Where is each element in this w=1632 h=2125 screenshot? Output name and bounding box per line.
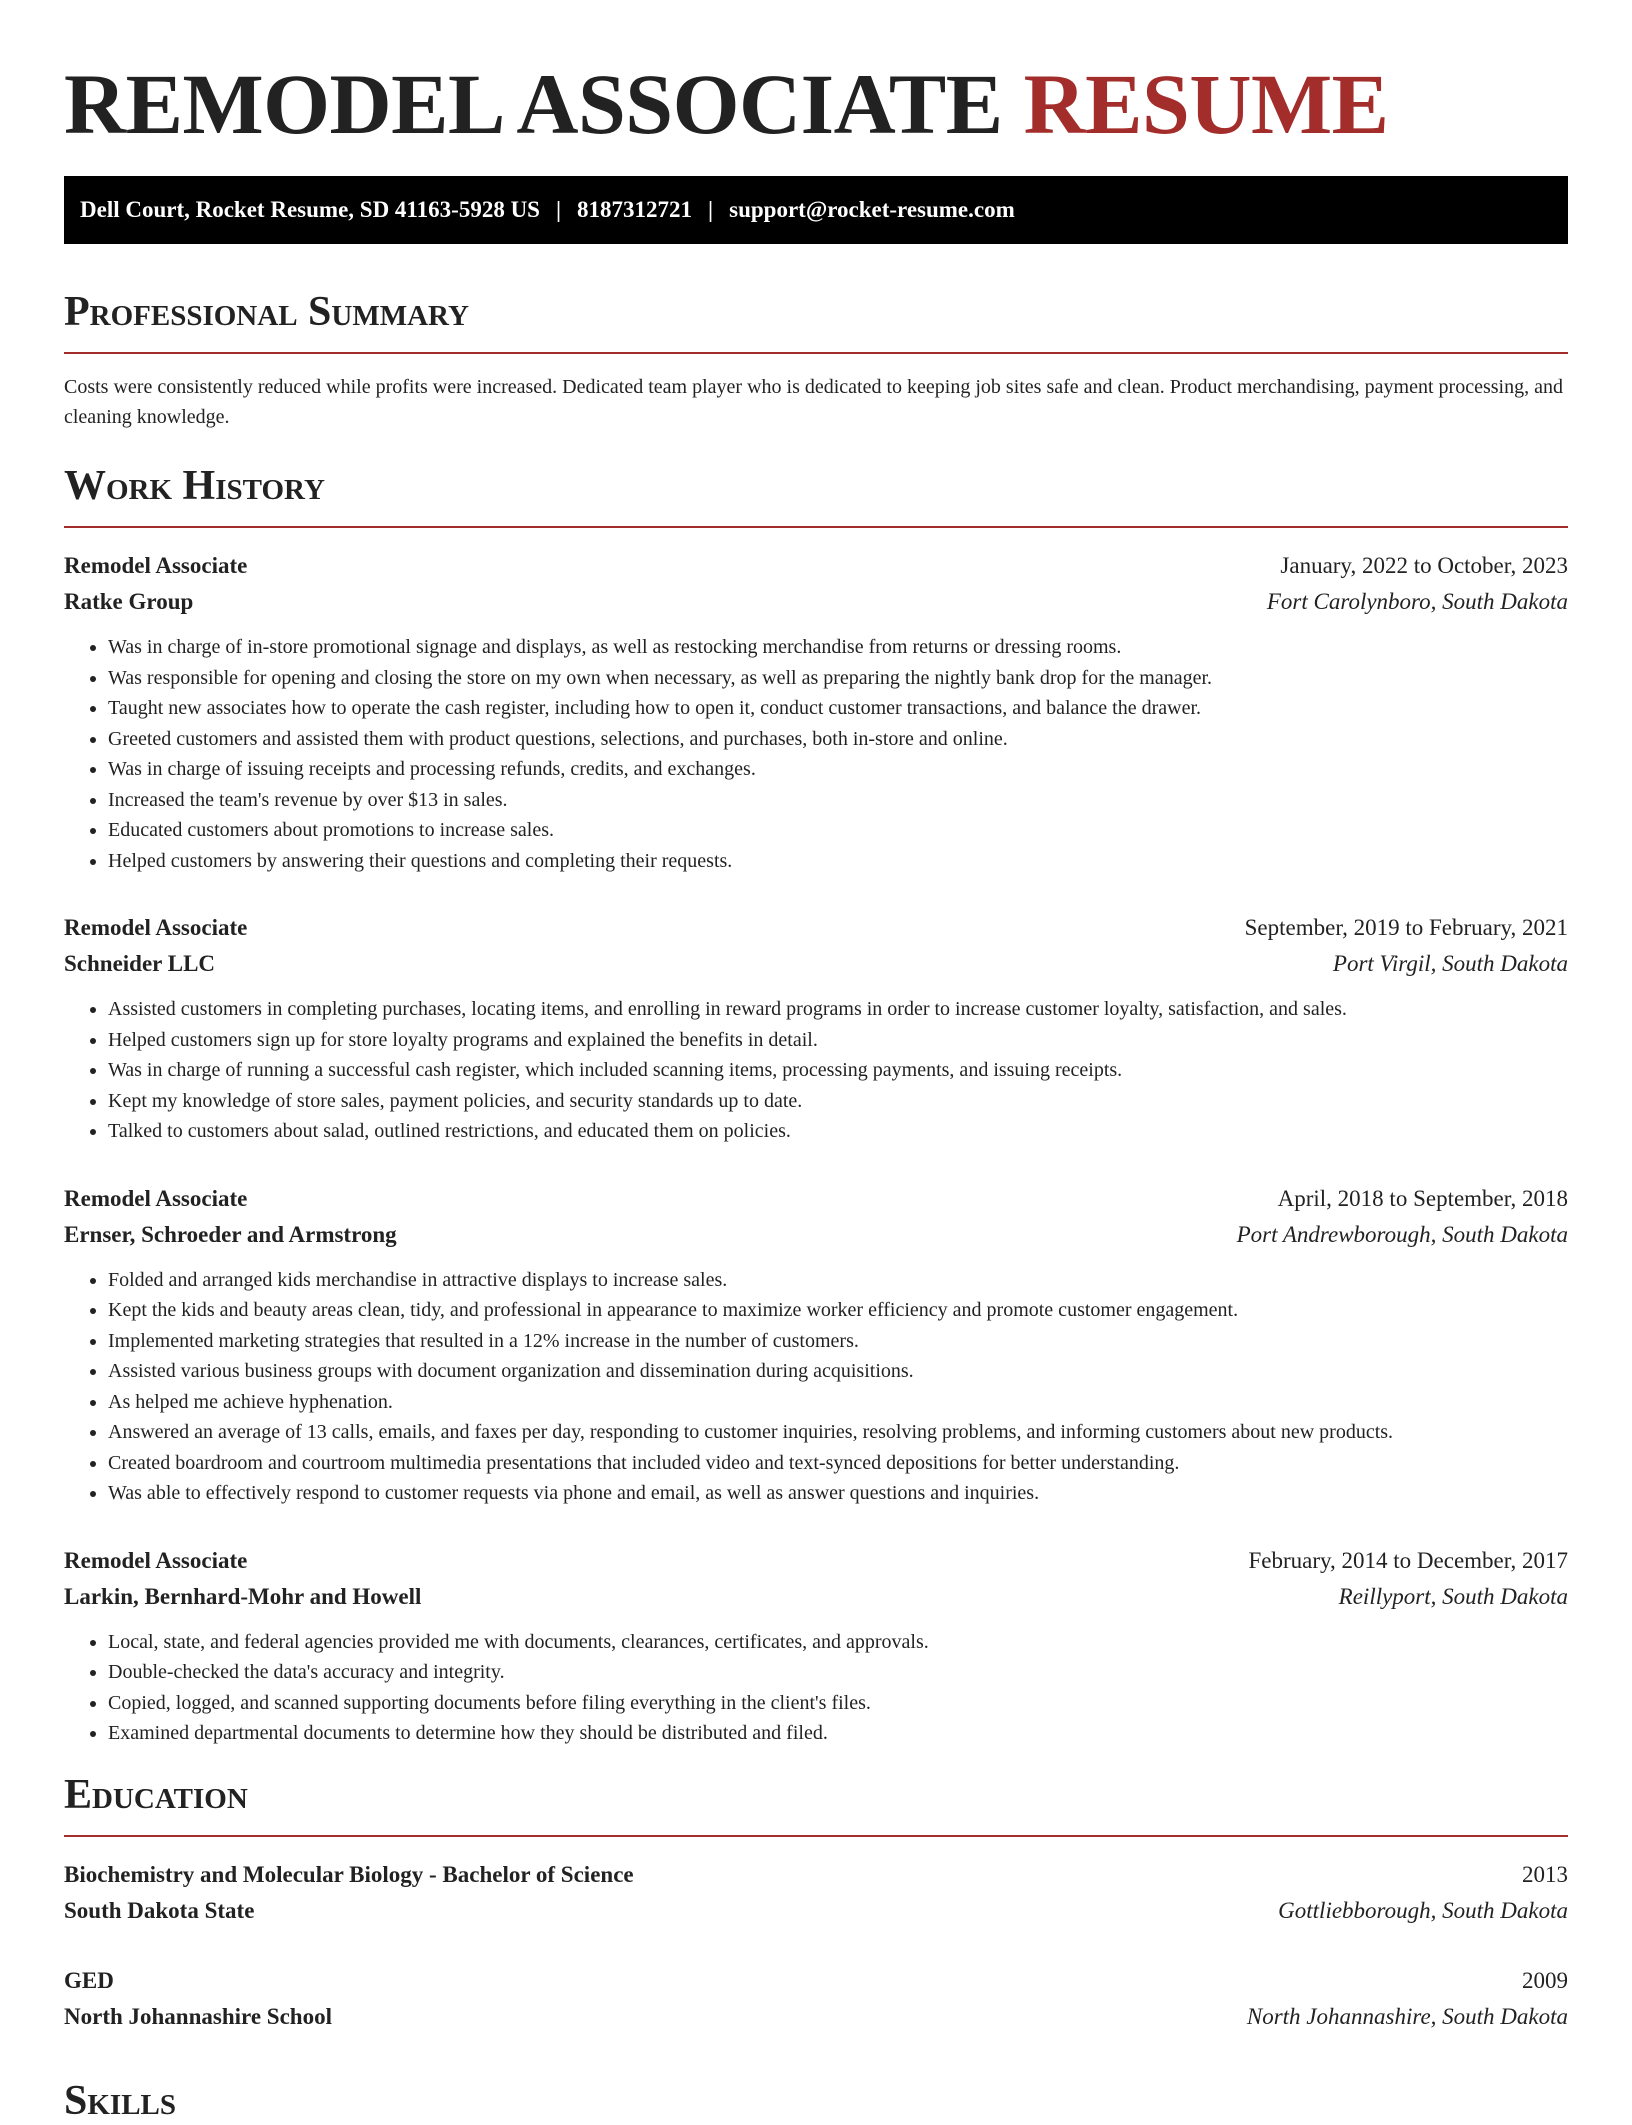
- education-degree: GED: [64, 1967, 114, 1993]
- job-dates: September, 2019 to February, 2021: [1244, 915, 1568, 940]
- job-bullet: • Educated customers about promotions to increase sales.: [108, 815, 1568, 846]
- section-divider: [64, 1835, 1568, 1837]
- education-year: 2009: [1522, 1967, 1568, 1993]
- job-bullet: • Helped customers by answering their questions and completing their requests.: [108, 846, 1568, 877]
- job-dates: April, 2018 to September, 2018: [1277, 1185, 1568, 1211]
- education-school: North Johannashire School: [64, 2003, 332, 2029]
- job-bullets: [64, 632, 1568, 876]
- contact-separator: |: [555, 197, 562, 222]
- education-degree: Biochemistry and Molecular Biology - Bachelor of Science: [64, 1861, 634, 1887]
- job-title: Remodel Associate: [64, 1547, 248, 1573]
- summary-heading: Professional Summary: [64, 289, 469, 335]
- job-dates: January, 2022 to October, 2023: [1280, 553, 1568, 578]
- job-bullets: [64, 994, 1568, 1147]
- job-bullet: • Implemented marketing strategies that resulted in a 12% increase in the number of customers.: [108, 1326, 1568, 1357]
- job-dates: February, 2014 to December, 2017: [1248, 1547, 1568, 1573]
- education-school: South Dakota State: [64, 1897, 255, 1923]
- education-entry: [64, 1857, 1568, 1929]
- education-heading: Education: [64, 1771, 248, 1818]
- job-title: Remodel Associate: [64, 553, 248, 578]
- education-location: Gottliebborough, South Dakota: [1278, 1897, 1568, 1923]
- education-entry: [64, 1963, 1568, 2035]
- job-bullet: • Created boardroom and courtroom multimedia presentations that included video and text-synced depositions for better understanding.: [108, 1448, 1568, 1479]
- job-bullet: • Kept the kids and beauty areas clean, tidy, and professional in appearance to maximize worker efficiency and promote customer engagement.: [108, 1295, 1568, 1326]
- job-entry: [64, 1181, 1568, 1509]
- contact-email: support@rocket-resume.com: [729, 197, 1015, 222]
- contact-address: Dell Court, Rocket Resume, SD 41163-5928 US: [80, 197, 540, 222]
- job-bullet: • Folded and arranged kids merchandise in attractive displays to increase sales.: [108, 1265, 1568, 1296]
- job-title: Remodel Associate: [64, 1185, 248, 1211]
- job-bullets: [64, 1627, 1568, 1749]
- section-divider: [64, 526, 1568, 528]
- job-bullet: • Was able to effectively respond to customer requests via phone and email, as well as answer questions and inquiries.: [108, 1478, 1568, 1509]
- job-bullet: • Was in charge of in-store promotional signage and displays, as well as restocking merchandise from returns or dressing rooms.: [108, 632, 1568, 663]
- contact-bar: [64, 176, 1568, 244]
- job-bullet: • Greeted customers and assisted them with product questions, selections, and purchases, both in-store and online.: [108, 724, 1568, 755]
- section-divider: [64, 352, 1568, 354]
- job-company: Larkin, Bernhard-Mohr and Howell: [64, 1583, 422, 1609]
- skills-heading: Skills: [64, 2077, 177, 2124]
- job-bullet: • Local, state, and federal agencies provided me with documents, clearances, certificates, and approvals.: [108, 1627, 1568, 1658]
- job-bullet: • Taught new associates how to operate the cash register, including how to open it, conduct customer transactions, and balance the drawer.: [108, 693, 1568, 724]
- job-bullet: • Assisted customers in completing purchases, locating items, and enrolling in reward programs in order to increase customer loyalty, satisfaction, and sales.: [108, 994, 1568, 1025]
- contact-separator: |: [708, 197, 714, 222]
- job-location: Fort Carolynboro, South Dakota: [1266, 589, 1568, 614]
- education-year: 2013: [1522, 1861, 1568, 1887]
- job-location: Port Virgil, South Dakota: [1332, 951, 1568, 976]
- job-company: Ernser, Schroeder and Armstrong: [64, 1221, 397, 1247]
- job-bullet: • Kept my knowledge of store sales, payment policies, and security standards up to date.: [108, 1086, 1568, 1117]
- summary-text: Costs were consistently reduced while profits were increased. Dedicated team player who is dedicated to keeping job sites safe and clean. Product merchandising, payment processing, and cleaning knowledge.: [64, 376, 1563, 428]
- job-entry: [64, 910, 1568, 1147]
- job-company: Schneider LLC: [64, 951, 216, 976]
- contact-phone: 8187312721: [577, 197, 693, 222]
- job-company: Ratke Group: [64, 589, 194, 614]
- resume-title: [64, 56, 1568, 152]
- work-history-heading: Work History: [64, 463, 325, 509]
- job-bullet: • As helped me achieve hyphenation.: [108, 1387, 1568, 1418]
- title-main: REMODEL ASSOCIATE: [64, 56, 1003, 152]
- job-bullet: • Answered an average of 13 calls, emails, and faxes per day, responding to customer inquiries, resolving problems, and informing customers about new products.: [108, 1417, 1568, 1448]
- job-title: Remodel Associate: [64, 915, 248, 940]
- job-location: Reillyport, South Dakota: [1338, 1583, 1568, 1609]
- job-bullet: • Assisted various business groups with document organization and dissemination during acquisitions.: [108, 1356, 1568, 1387]
- job-bullet: • Was in charge of running a successful cash register, which included scanning items, processing payments, and issuing receipts.: [108, 1055, 1568, 1086]
- education-location: North Johannashire, South Dakota: [1246, 2003, 1568, 2029]
- title-accent: RESUME: [1023, 56, 1389, 152]
- job-location: Port Andrewborough, South Dakota: [1236, 1221, 1568, 1247]
- job-bullet: • Double-checked the data's accuracy and integrity.: [108, 1657, 1568, 1688]
- job-bullet: • Helped customers sign up for store loyalty programs and explained the benefits in detail.: [108, 1025, 1568, 1056]
- job-bullet: • Was in charge of issuing receipts and processing refunds, credits, and exchanges.: [108, 754, 1568, 785]
- job-bullet: • Examined departmental documents to determine how they should be distributed and filed.: [108, 1718, 1568, 1749]
- job-bullet: • Talked to customers about salad, outlined restrictions, and educated them on policies.: [108, 1116, 1568, 1147]
- job-entry: [64, 548, 1568, 876]
- job-bullet: • Copied, logged, and scanned supporting documents before filing everything in the client's files.: [108, 1688, 1568, 1719]
- job-bullet: • Was responsible for opening and closing the store on my own when necessary, as well as preparing the nightly bank drop for the manager.: [108, 663, 1568, 694]
- job-bullet: • Increased the team's revenue by over $13 in sales.: [108, 785, 1568, 816]
- job-entry: [64, 1543, 1568, 1749]
- job-bullets: [64, 1265, 1568, 1509]
